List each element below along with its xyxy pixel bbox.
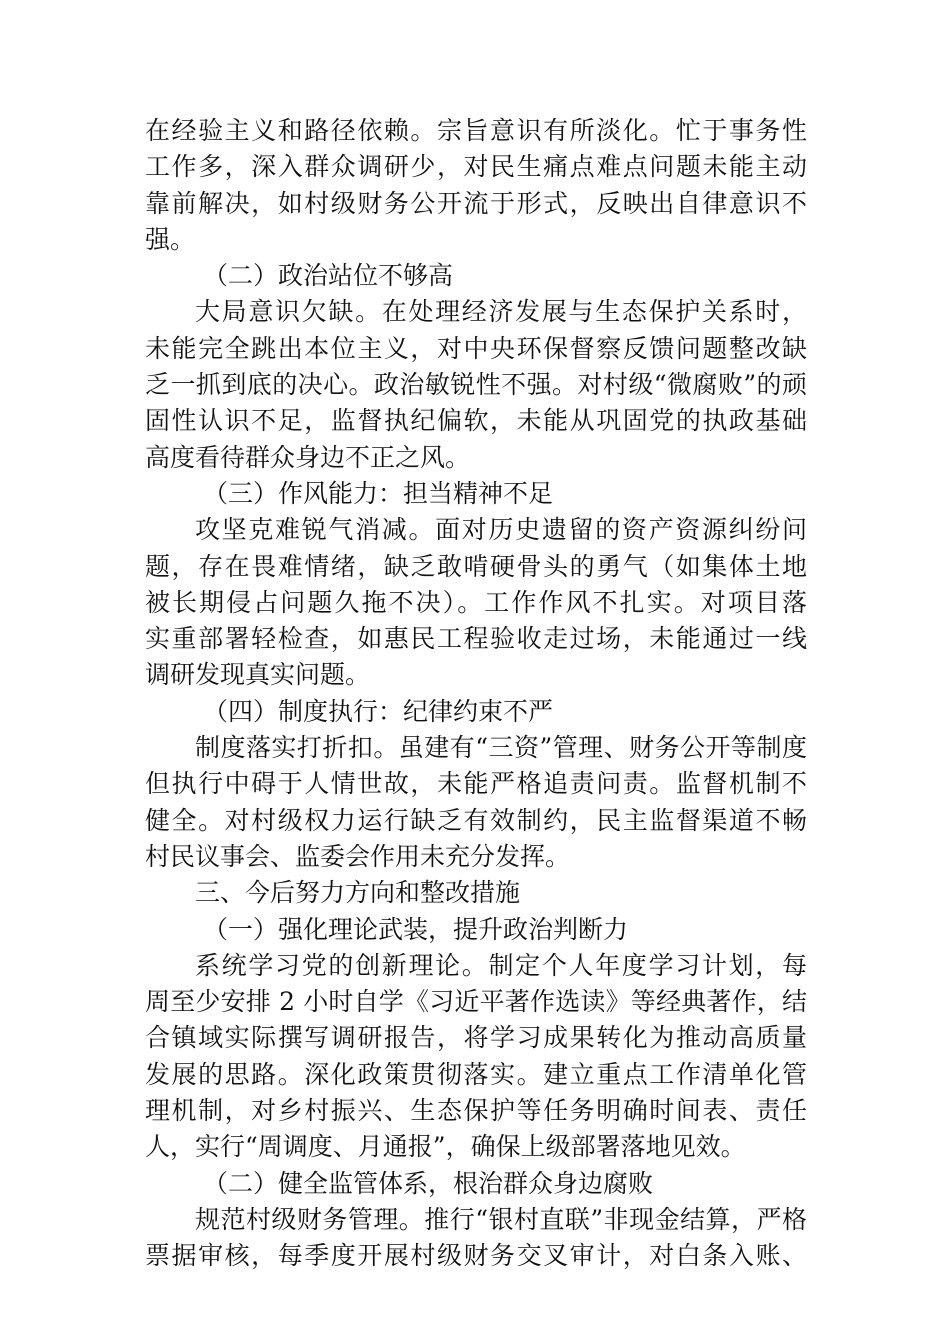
body-line-end: 村民议事会、监委会作用未充分发挥。 bbox=[145, 841, 571, 871]
body-line-end: 强。 bbox=[145, 224, 196, 254]
body-line: 理机制，对乡村振兴、生态保护等任务明确时间表、责任 bbox=[145, 1096, 807, 1126]
body-line: 被长期侵占问题久拖不决）。工作作风不扎实。对项目落 bbox=[145, 587, 807, 617]
body-line: 合镇域实际撰写调研报告，将学习成果转化为推动高质量 bbox=[145, 1023, 807, 1053]
section-heading-1: （一）强化理论武装，提升政治判断力 bbox=[203, 914, 629, 944]
section-heading-4: （四）制度执行：纪律约束不严 bbox=[203, 696, 554, 726]
paragraph-first-line: 制度落实打折扣。虽建有“三资”管理、财务公开等制度 bbox=[195, 733, 807, 763]
document-page bbox=[145, 113, 807, 1275]
paragraph-first-line: 攻坚克难锐气消减。面对历史遗留的资产资源纠纷问 bbox=[195, 515, 807, 545]
body-line: 但执行中碍于人情世故，未能严格追责问责。监督机制不 bbox=[145, 769, 807, 799]
section-heading-2: （二）健全监管体系，根治群众身边腐败 bbox=[203, 1168, 654, 1198]
body-line-end: 调研发现真实问题。 bbox=[145, 660, 371, 690]
section-heading-2: （二）政治站位不够高 bbox=[203, 261, 454, 291]
body-line: 票据审核，每季度开展村级财务交叉审计，对白条入账、 bbox=[145, 1241, 807, 1271]
body-line: 发展的思路。深化政策贯彻落实。建立重点工作清单化管 bbox=[145, 1059, 807, 1089]
body-line: 未能完全跳出本位主义，对中央环保督察反馈问题整改缺 bbox=[145, 333, 807, 363]
body-line: 靠前解决，如村级财务公开流于形式，反映出自律意识不 bbox=[145, 188, 807, 218]
paragraph-first-line: 系统学习党的创新理论。制定个人年度学习计划，每 bbox=[195, 950, 807, 980]
body-line: 工作多，深入群众调研少，对民生痛点难点问题未能主动 bbox=[145, 152, 807, 182]
body-line-end: 高度看待群众身边不正之风。 bbox=[145, 442, 471, 472]
body-line-end: 人，实行“周调度、月通报”，确保上级部署落地见效。 bbox=[145, 1132, 746, 1162]
paragraph-first-line: 规范村级财务管理。推行“银村直联”非现金结算，严格 bbox=[195, 1204, 807, 1234]
body-line: 乏一抓到底的决心。政治敏锐性不强。对村级“微腐败”的顽 bbox=[145, 370, 807, 400]
body-line: 在经验主义和路径依赖。宗旨意识有所淡化。忙于事务性 bbox=[145, 116, 807, 145]
section-heading-3: （三）作风能力：担当精神不足 bbox=[203, 478, 554, 508]
body-line: 题，存在畏难情绪，缺乏敢啃硬骨头的勇气（如集体土地 bbox=[145, 551, 807, 581]
chapter-heading-3: 三、今后努力方向和整改措施 bbox=[195, 878, 521, 908]
body-line: 周至少安排 2 小时自学《习近平著作选读》等经典著作，结 bbox=[145, 987, 807, 1017]
body-line: 固性认识不足，监督执纪偏软，未能从巩固党的执政基础 bbox=[145, 406, 807, 436]
body-line: 实重部署轻检查，如惠民工程验收走过场，未能通过一线 bbox=[145, 624, 807, 654]
paragraph-first-line: 大局意识欠缺。在处理经济发展与生态保护关系时， bbox=[195, 297, 807, 327]
body-line: 健全。对村级权力运行缺乏有效制约，民主监督渠道不畅 bbox=[145, 805, 807, 835]
